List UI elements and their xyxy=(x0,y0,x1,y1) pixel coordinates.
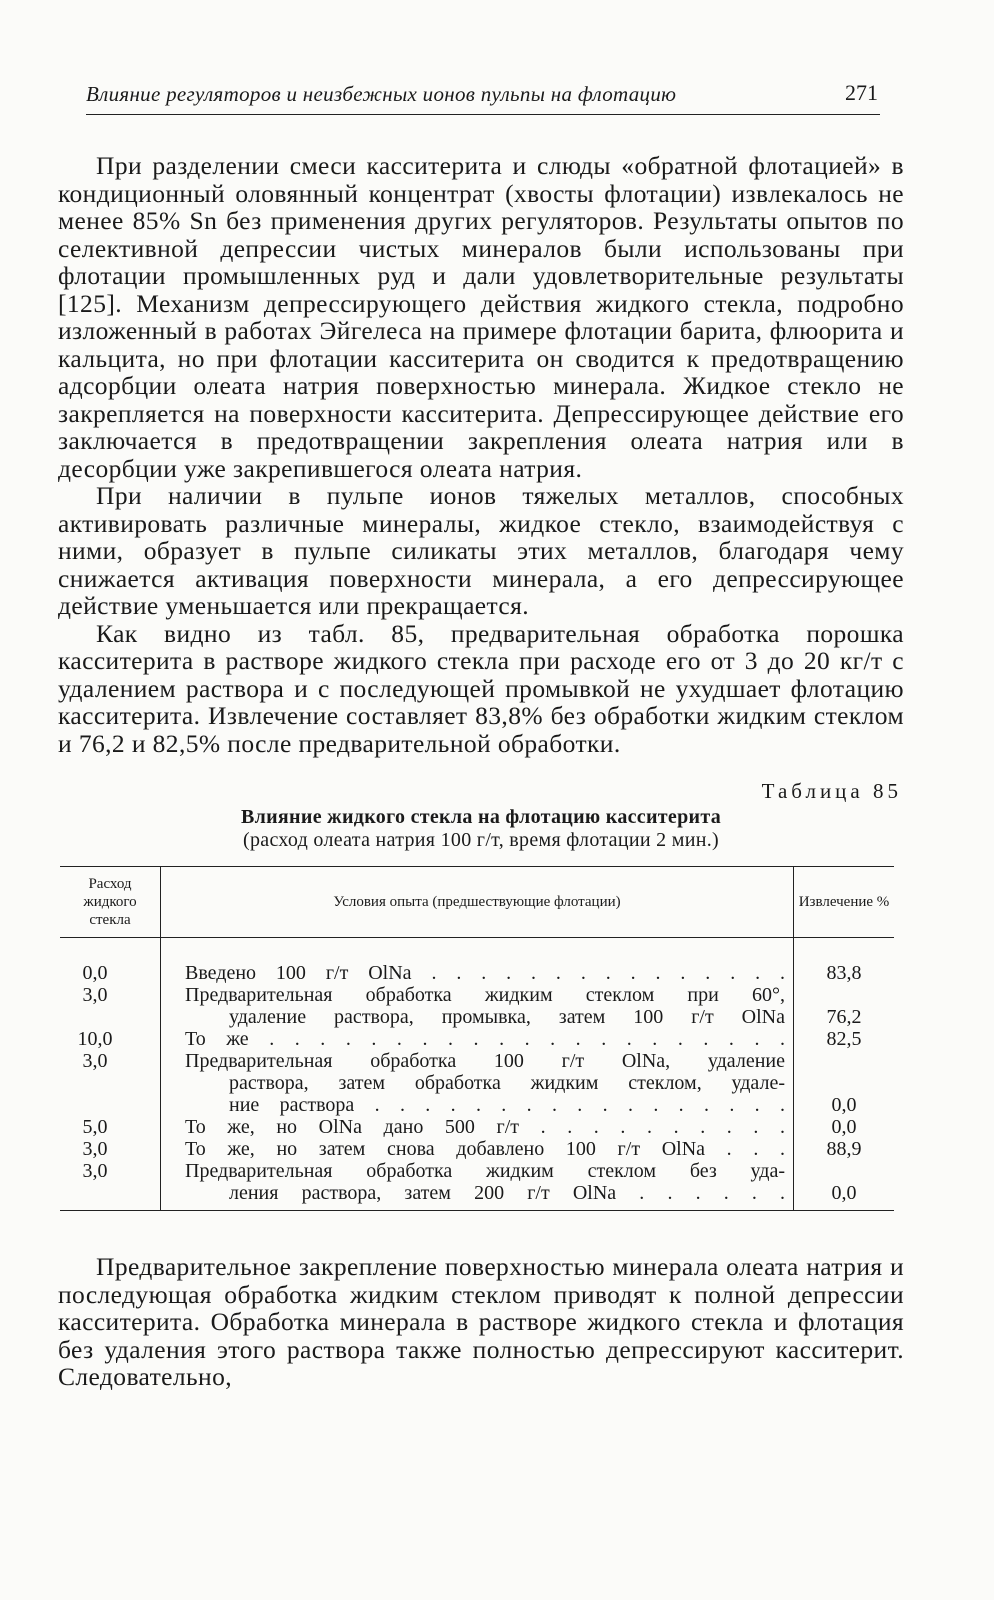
cell-condition xyxy=(161,1116,794,1138)
data-table xyxy=(60,866,894,1210)
book-page xyxy=(58,70,904,1391)
cell-dose: 0,0 xyxy=(60,938,161,985)
cell-condition xyxy=(161,1138,794,1160)
cell-dose: 5,0 xyxy=(60,1116,161,1138)
condition-line: Введено 100 г/т OlNa . . . . . . . . . . . . . . . xyxy=(185,962,785,984)
cell-recovery: 0,0 xyxy=(794,1050,895,1116)
condition-line: ние раствора . . . . . . . . . . . . . . . . . xyxy=(229,1094,785,1116)
closing-paragraph: Предварительное закрепление поверхностью минерала олеата натрия и последующая обработка жидким стеклом приводят к полной депрессии касситерита. Обработка минерала в растворе жидкого стекла и флотация без удаления этого раствора также полностью депрессируют касситерит. Следовательно, xyxy=(58,1252,904,1391)
cell-condition xyxy=(161,1028,794,1050)
cell-condition xyxy=(161,938,794,985)
table-bottom-rule xyxy=(60,1210,894,1211)
cell-dose: 3,0 xyxy=(60,984,161,1028)
table-row xyxy=(60,1160,894,1210)
header-rule xyxy=(86,114,880,115)
condition-line: раствора, затем обработка жидким стеклом, удале- xyxy=(229,1072,785,1094)
cell-recovery: 88,9 xyxy=(794,1138,895,1160)
running-title: Влияние регуляторов и неизбежных ионов пульпы на флотацию xyxy=(86,82,677,106)
condition-line: То же . . . . . . . . . . . . . . . . . . . . . xyxy=(185,1028,785,1050)
cell-recovery: 82,5 xyxy=(794,1028,895,1050)
body-text xyxy=(58,152,904,757)
table-row xyxy=(60,984,894,1028)
cell-dose: 3,0 xyxy=(60,1050,161,1116)
paragraph-1: При разделении смеси касситерита и слюды «обратной флотацией» в кондиционный оловянный концентрат (хвосты флотации) извлекалось не менее 85% Sn без применения других регуляторов. Результаты опытов по селективной депрессии чистых минералов были использованы при флотации промышленных руд и дали удовлетворительные результаты [125]. Механизм депрессирующего действия жидкого стекла, подробно изложенный в работах Эйгелеса на примере флотации барита, флюорита и кальцита, но при флотации касситерита он сводится к предотвращению адсорбции олеата натрия поверхностью минерала. Жидкое стекло не закрепляется на поверхности касситерита. Депрессирующее действие его заключается в предотвращении закрепления олеата натрия или в десорбции уже закрепившегося олеата натрия. xyxy=(58,151,904,483)
condition-line: ления раствора, затем 200 г/т OlNa . . . . . . xyxy=(229,1182,785,1204)
running-head xyxy=(58,70,904,110)
cell-dose: 3,0 xyxy=(60,1160,161,1210)
condition-line: удаление раствора, промывка, затем 100 г/т OlNa xyxy=(229,1006,785,1028)
cell-dose: 3,0 xyxy=(60,1138,161,1160)
condition-line: То же, но затем снова добавлено 100 г/т OlNa . . . xyxy=(185,1138,785,1160)
column-header-dose: Расход жидкого стекла xyxy=(60,867,161,938)
cell-condition xyxy=(161,1160,794,1210)
paragraph-3: Как видно из табл. 85, предварительная обработка порошка касситерита в растворе жидкого стекла при расходе его от 3 до 20 кг/т с удалением раствора и с последующей промывкой не ухудшает флотацию касситерита. Извлечение составляет 83,8% без обработки жидким стеклом и 76,2 и 82,5% после предварительной обработки. xyxy=(58,618,904,758)
condition-line: Предварительная обработка жидким стеклом при 60°, xyxy=(185,984,785,1006)
column-header-conditions: Условия опыта (предшествующие флотации) xyxy=(161,867,794,938)
table-row xyxy=(60,1138,894,1160)
cell-recovery: 76,2 xyxy=(794,984,895,1028)
table-header-row xyxy=(60,867,894,938)
table-row xyxy=(60,1028,894,1050)
condition-line: Предварительная обработка 100 г/т OlNa, удаление xyxy=(185,1050,785,1072)
cell-dose: 10,0 xyxy=(60,1028,161,1050)
table-row xyxy=(60,1116,894,1138)
paragraph-2: При наличии в пульпе ионов тяжелых металлов, способных активировать различные минералы, жидкое стекло, взаимодействуя с ними, образует в пульпе силикаты этих металлов, благодаря чему снижается активация поверхности минерала, а его депрессирующее действие уменьшается или прекращается. xyxy=(58,481,904,620)
cell-condition xyxy=(161,1050,794,1116)
table-body xyxy=(60,938,894,1211)
table-caption xyxy=(58,779,904,852)
cell-recovery: 0,0 xyxy=(794,1116,895,1138)
condition-line: Предварительная обработка жидким стеклом без уда- xyxy=(185,1160,785,1182)
table-title: Влияние жидкого стекла на флотацию касситерита xyxy=(240,806,722,828)
cell-condition xyxy=(161,984,794,1028)
cell-recovery: 83,8 xyxy=(794,938,895,985)
condition-line: То же, но OlNa дано 500 г/т . . . . . . . . . . xyxy=(185,1116,785,1138)
page-number: 271 xyxy=(845,80,878,105)
column-header-recovery: Извлечение % xyxy=(794,867,895,938)
table-row xyxy=(60,1050,894,1116)
table-row xyxy=(60,938,894,985)
table-subtitle: (расход олеата натрия 100 г/т, время флотации 2 мин.) xyxy=(243,829,719,851)
cell-recovery: 0,0 xyxy=(794,1160,895,1210)
table-number: Таблица 85 xyxy=(761,779,902,803)
